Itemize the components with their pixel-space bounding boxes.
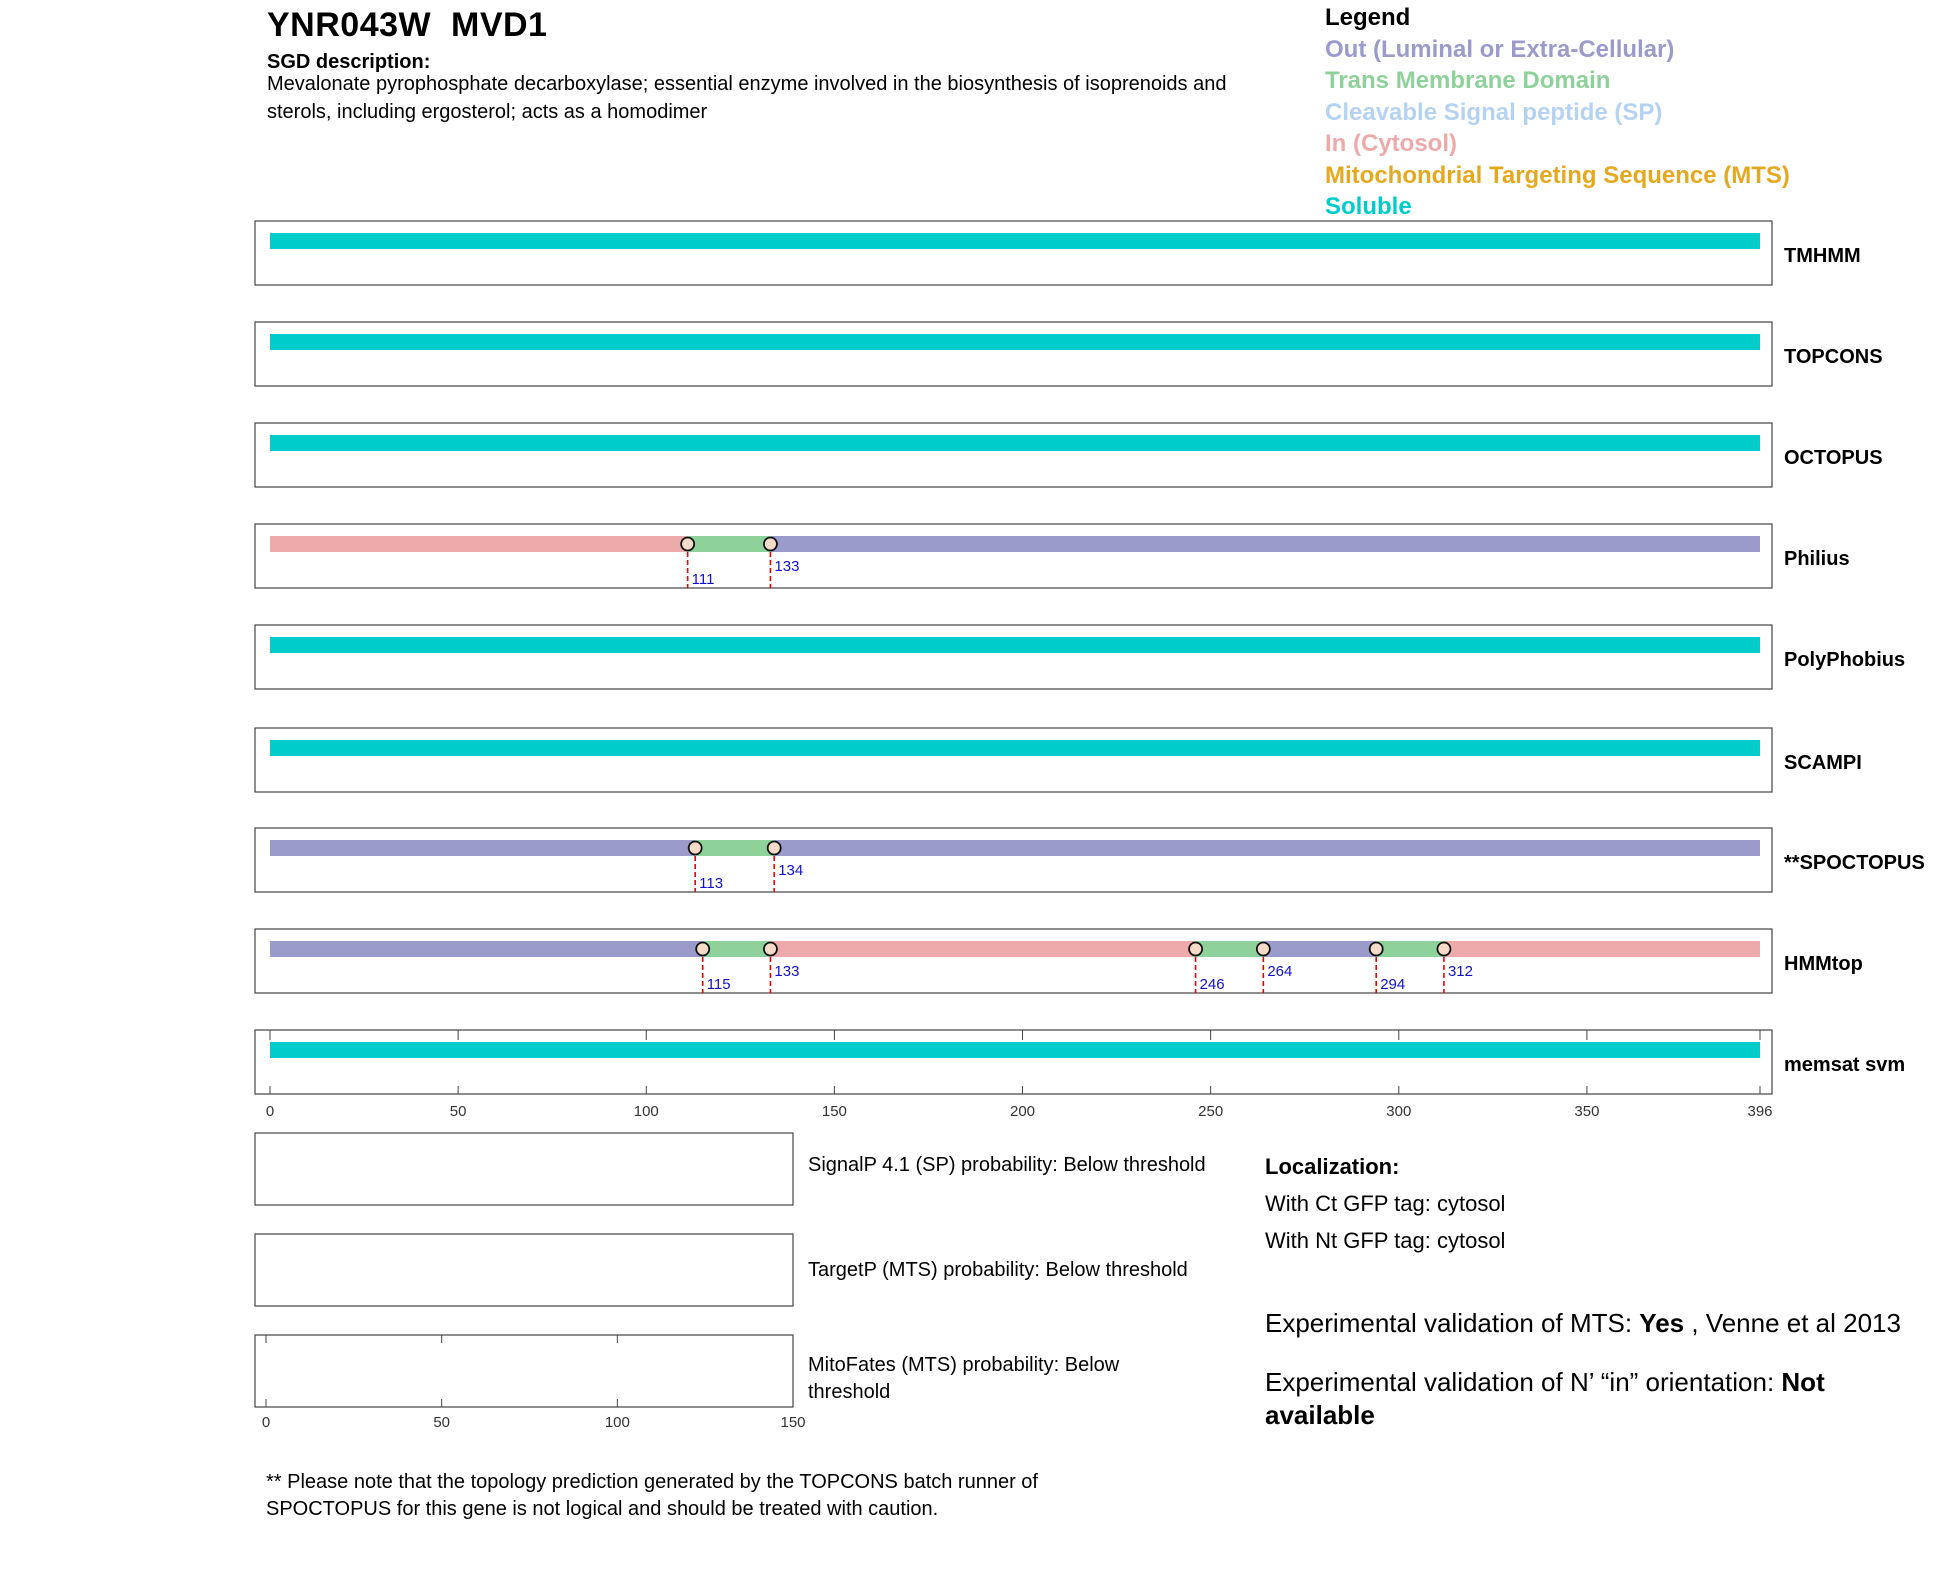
segment-memsat-svm-0 (270, 1042, 1760, 1058)
small-tick-label-50: 50 (433, 1414, 451, 1431)
exp-mts (1265, 1307, 1901, 1340)
marker-label-hmmtop-294: 294 (1380, 976, 1406, 993)
segment-spoctopus-1 (695, 840, 774, 856)
segment-hmmtop-2 (770, 941, 1195, 957)
marker-circle-philius-111 (681, 538, 694, 551)
marker-circle-hmmtop-115 (696, 943, 709, 956)
tick-label-150: 150 (821, 1103, 847, 1120)
footnote-line2: SPOCTOPUS for this gene is not logical and should be treated with caution. (266, 1498, 939, 1520)
exp-mts-suffix: , Venne et al 2013 (1684, 1308, 1901, 1338)
marker-circle-spoctopus-134 (768, 842, 781, 855)
exp-nin-line2 (1265, 1399, 1375, 1432)
marker-circle-hmmtop-294 (1370, 943, 1383, 956)
segment-philius-0 (270, 536, 688, 552)
track-label-spoctopus: **SPOCTOPUS (1784, 852, 1925, 874)
marker-label-hmmtop-264: 264 (1267, 963, 1293, 980)
marker-label-hmmtop-312: 312 (1447, 963, 1473, 980)
track-label-octopus: OCTOPUS (1784, 447, 1883, 469)
track-box-polyphobius (255, 625, 1772, 689)
track-box-octopus (255, 423, 1772, 487)
marker-circle-hmmtop-264 (1257, 943, 1270, 956)
marker-circle-spoctopus-113 (689, 842, 702, 855)
small-tick-label-150: 150 (780, 1414, 806, 1431)
exp-mts-value: Yes (1639, 1308, 1685, 1338)
mitofates-panel (255, 1335, 793, 1407)
tick-label-396: 396 (1747, 1103, 1773, 1120)
tick-label-0: 0 (265, 1103, 275, 1120)
segment-polyphobius-0 (270, 637, 1760, 653)
legend-item-out: Out (Luminal or Extra-Cellular) (1325, 35, 1675, 63)
marker-circle-hmmtop-133 (764, 943, 777, 956)
localization-nt: With Nt GFP tag: cytosol (1265, 1228, 1506, 1253)
track-box-memsat-svm (255, 1030, 1772, 1094)
segment-spoctopus-2 (774, 840, 1760, 856)
marker-label-philius-111: 111 (691, 571, 715, 588)
tick-label-100: 100 (633, 1103, 659, 1120)
track-box-philius (255, 524, 1772, 588)
tick-label-50: 50 (449, 1103, 467, 1120)
exp-nin-prefix: Experimental validation of N’ “in” orientation: (1265, 1367, 1782, 1397)
legend-item-mts: Mitochondrial Targeting Sequence (MTS) (1325, 161, 1790, 189)
marker-label-hmmtop-115: 115 (706, 976, 731, 993)
footnote (266, 1469, 1166, 1523)
localization (1265, 1148, 1505, 1259)
tick-label-200: 200 (1010, 1103, 1036, 1120)
segment-tmhmm-0 (270, 233, 1760, 249)
exp-nin (1265, 1366, 1825, 1399)
marker-label-spoctopus-113: 113 (699, 875, 724, 892)
signalp-panel (255, 1133, 793, 1205)
track-label-topcons: TOPCONS (1784, 346, 1883, 368)
mitofates-text-line2: threshold (808, 1381, 891, 1403)
segment-topcons-0 (270, 334, 1760, 350)
marker-circle-hmmtop-246 (1189, 943, 1202, 956)
track-box-hmmtop (255, 929, 1772, 993)
legend-title: Legend (1325, 4, 1411, 31)
segment-hmmtop-1 (703, 941, 771, 957)
targetp-panel (255, 1234, 793, 1306)
localization-title: Localization: (1265, 1154, 1400, 1179)
segment-hmmtop-3 (1196, 941, 1264, 957)
segment-hmmtop-6 (1444, 941, 1760, 957)
marker-label-philius-133: 133 (774, 558, 800, 575)
exp-nin-value-2: available (1265, 1400, 1375, 1430)
legend-item-in: In (Cytosol) (1325, 130, 1457, 157)
targetp-text: TargetP (MTS) probability: Below threshold (808, 1259, 1188, 1281)
segment-hmmtop-0 (270, 941, 703, 957)
signalp-text: SignalP 4.1 (SP) probability: Below threshold (808, 1154, 1206, 1176)
sgd-description-text: Mevalonate pyrophosphate decarboxylase; essential enzyme involved in the biosynthesis of isoprenoids and sterols, including ergosterol; acts as a homodimer (267, 73, 1227, 123)
mitofates-text-line1: MitoFates (MTS) probability: Below (808, 1354, 1120, 1376)
track-box-tmhmm (255, 221, 1772, 285)
tick-label-300: 300 (1386, 1103, 1412, 1120)
legend-item-soluble: Soluble (1325, 193, 1412, 220)
exp-nin-value-1: Not (1781, 1367, 1825, 1397)
track-label-tmhmm: TMHMM (1784, 245, 1861, 267)
track-label-polyphobius: PolyPhobius (1784, 649, 1906, 671)
segment-octopus-0 (270, 435, 1760, 451)
track-box-scampi (255, 728, 1772, 792)
segment-spoctopus-0 (270, 840, 695, 856)
marker-circle-philius-133 (764, 538, 777, 551)
track-label-hmmtop: HMMtop (1784, 953, 1863, 975)
legend-item-sp: Cleavable Signal peptide (SP) (1325, 98, 1663, 126)
segment-philius-1 (688, 536, 771, 552)
track-label-philius: Philius (1784, 548, 1850, 570)
track-label-scampi: SCAMPI (1784, 752, 1862, 774)
legend-item-tm: Trans Membrane Domain (1325, 67, 1611, 94)
segment-hmmtop-4 (1263, 941, 1376, 957)
sgd-description-label: SGD description: (267, 51, 431, 73)
small-tick-label-0: 0 (261, 1414, 271, 1431)
segment-hmmtop-5 (1376, 941, 1444, 957)
marker-label-spoctopus-134: 134 (778, 862, 804, 879)
marker-circle-hmmtop-312 (1437, 943, 1450, 956)
track-box-spoctopus (255, 828, 1772, 892)
track-label-memsat-svm: memsat svm (1784, 1054, 1906, 1076)
gene-title: YNR043W MVD1 (267, 6, 548, 44)
segment-philius-2 (770, 536, 1760, 552)
small-tick-label-100: 100 (604, 1414, 630, 1431)
track-box-topcons (255, 322, 1772, 386)
segment-scampi-0 (270, 740, 1760, 756)
tick-label-250: 250 (1198, 1103, 1224, 1120)
tick-label-350: 350 (1574, 1103, 1600, 1120)
marker-label-hmmtop-133: 133 (774, 963, 800, 980)
exp-mts-prefix: Experimental validation of MTS: (1265, 1308, 1640, 1338)
localization-ct: With Ct GFP tag: cytosol (1265, 1191, 1506, 1216)
marker-label-hmmtop-246: 246 (1199, 976, 1225, 993)
footnote-line1: ** Please note that the topology prediction generated by the TOPCONS batch runner of (266, 1471, 1038, 1493)
